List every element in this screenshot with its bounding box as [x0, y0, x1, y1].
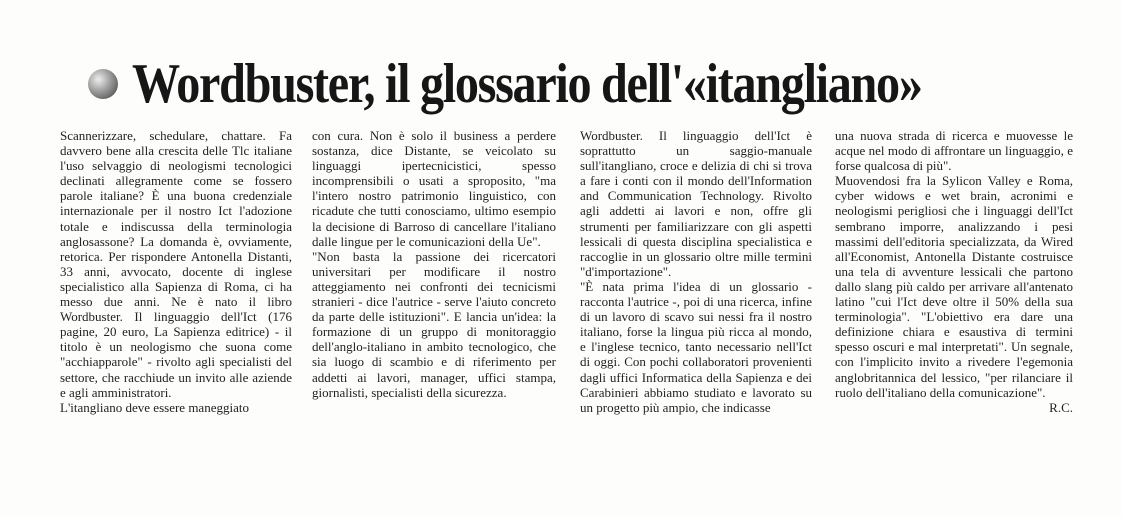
paragraph: L'itangliano deve essere maneggiato	[60, 399, 249, 415]
paragraph: Wordbuster. Il linguaggio dell'Ict è soprattutto un saggio-manuale sull'itangliano, croce e delizia di chi si trova a fare i conti con il mondo dell'Information and Communication Technology. Rivolto agli addetti ai lavori e non, offre gli strumenti per familiarizzare con gli aspetti lessicali di questa disciplina specialistica e raccoglie in un glossario oltre mille termini "d'importazione".	[580, 128, 812, 279]
author-signature: R.C.	[1049, 399, 1073, 415]
article-column-1	[60, 128, 292, 458]
article-column-3	[580, 128, 812, 458]
paragraph: "È nata prima l'idea di un glossario - racconta l'autrice -, poi di una ricerca, infine di un lavoro di scavo sui nessi fra il nostro italiano, forse la lingua più ricca al mondo, e l'inglese tecnico, tanto necessario nell'Ict di oggi. Con pochi collaboratori provenienti dagli uffici Informatica della Sapienza e dei Carabinieri abbiamo studiato e lavorato su un progetto più ampio, che indicasse	[580, 278, 812, 415]
article-column-4	[835, 128, 1073, 458]
paragraph: Muovendosi fra la Sylicon Valley e Roma, cyber widows e wet brain, acronimi e neologismi perigliosi che i linguaggi dell'Ict sembrano imporre, analizzando i pesi massimi dell'editoria specializzata, da Wired all'Economist, Antonella Distante costruisce una tela di avventure lessicali che partono dallo slang più caldo per arrivare all'antenato latino "cui l'Ict deve oltre il 50% della sua terminologia". "L'obiettivo era dare una definizione chiara e esaustiva di termini spesso oscuri e mal interpretati". Un segnale, con l'implicito invito a rivedere l'egemonia anglobritannica del lessico, "per rilanciare il ruolo dell'italiano della comunicazione".	[835, 173, 1073, 400]
bullet-icon	[88, 69, 118, 99]
paragraph: "Non basta la passione dei ricercatori universitari per modificare il nostro atteggiamento nei confronti dei tecnicismi stranieri - dice l'autrice - serve l'aiuto concreto da parte delle istituzioni". E lancia un'idea: la formazione di un gruppo di monitoraggio dell'anglo-italiano in ambito tecnologico, che sia luogo di scambio e di riferimento per addetti ai lavori, manager, uffici stampa, giornalisti, specialisti della sicurezza.	[312, 248, 556, 400]
article-column-2	[312, 128, 556, 458]
paragraph: una nuova strada di ricerca e muovesse le acque nel modo di affrontare un linguaggio, e forse qualcosa di più".	[835, 128, 1073, 174]
paragraph: Scannerizzare, schedulare, chattare. Fa davvero bene alla crescita delle Tlc italiane l'uso selvaggio di neologismi tecnologici declinati allegramente come se fossero parole italiane? È una buona credenziale internazionale per il nostro Ict l'adozione totale e indiscussa della terminologia anglosassone? La domanda è, ovviamente, retorica. Per rispondere Antonella Distanti, 33 anni, avvocato, docente di inglese specialistico alla Sapienza di Roma, ci ha messo due anni. Ne è nato il libro Wordbuster. Il linguaggio dell'Ict (176 pagine, 20 euro, La Sapienza editrice) - il titolo è un neologismo che suona come "acchiapparole" - rivolto agli specialisti del settore, che racchiude un invito alle aziende e agli amministratori.	[60, 128, 292, 400]
headline	[88, 52, 1050, 116]
article-title: Wordbuster, il glossario dell'«itangliano»	[132, 53, 922, 115]
paragraph: con cura. Non è solo il business a perdere sostanza, dice Distante, se veicolato su linguaggi ipertecnicistici, spesso incomprensibili o usati a sproposito, "ma l'intero nostro patrimonio linguistico, con ricadute che tutti conosciamo, ultimo esempio la decisione di Barroso di cancellare l'italiano dalle lingue per le comunicazioni della Ue".	[312, 128, 556, 249]
